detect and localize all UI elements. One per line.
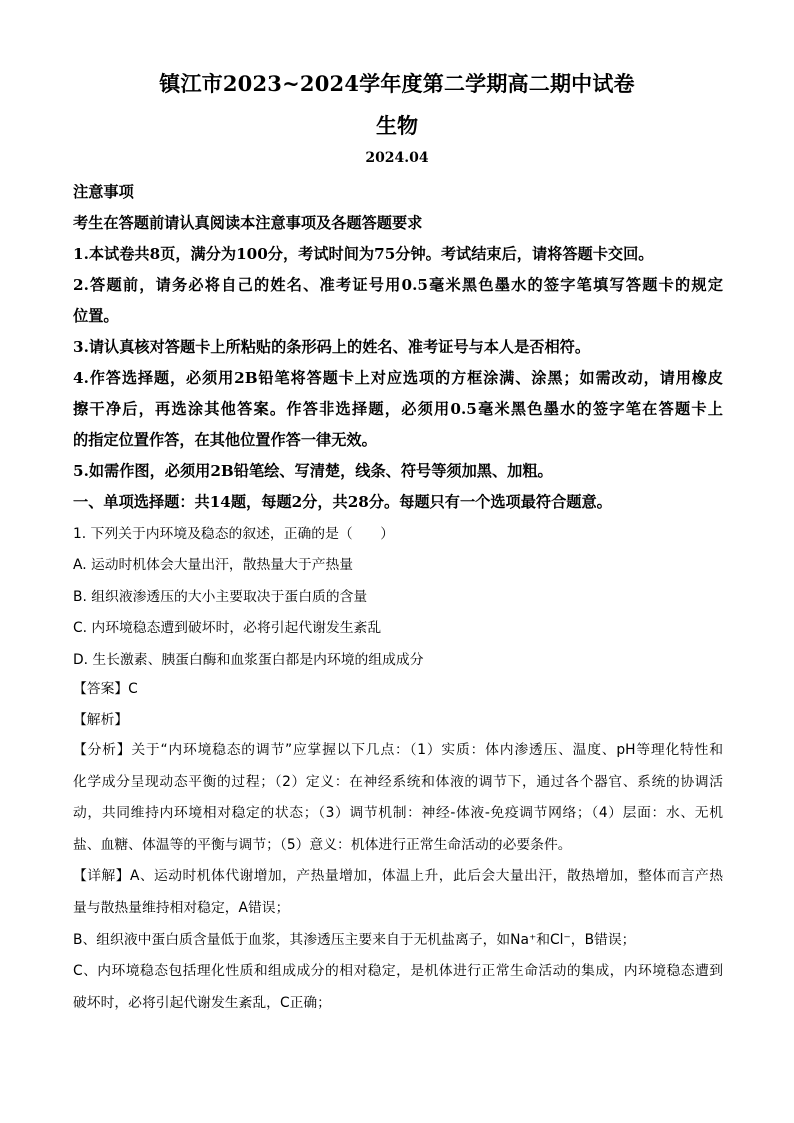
question-stem: 1. 下列关于内环境及稳态的叙述，正确的是（ ） [73,526,395,542]
option-d: D. 生长激素、胰蛋白酶和血浆蛋白都是内环境的组成成分 [73,651,424,668]
analysis-line: 【分析】关于“内环境稳态的调节”应掌握以下几点：（1）实质：体内渗透压、温度、pH等理化特性和 [73,742,723,758]
analysis-line: 破坏时，必将引起代谢发生紊乱，C正确； [73,994,331,1011]
question-1 [73,519,723,676]
subject-title: 生物 [376,113,418,138]
analysis-line: 盐、血糖、体温等的平衡与调节；（5）意义：机体进行正常生命活动的必要条件。 [73,836,572,853]
notice-line: 位置。 [73,307,119,325]
notice-line: 3.请认真核对答题卡上所粘贴的条形码上的姓名、准考证号与本人是否相符。 [73,338,591,356]
exam-date: 2024.04 [365,150,429,166]
notice-line: 擦干净后，再选涂其他答案。作答非选择题，必须用0.5毫米黑色墨水的签字笔在答题卡上 [73,400,723,418]
answer-block [73,674,723,735]
notice-line: 2.答题前，请务必将自己的姓名、准考证号用0.5毫米黑色墨水的签字笔填写答题卡的规定 [73,276,723,294]
answer-line: 【答案】C [73,681,138,697]
notice-block [73,177,723,518]
option-a: A. 运动时机体会大量出汗，散热量大于产热量 [73,557,354,574]
notice-line: 5.如需作图，必须用2B铅笔绘、写清楚，线条、符号等须加黑、加粗。 [73,462,553,480]
option-b: B. 组织液渗透压的大小主要取决于蛋白质的含量 [73,588,368,605]
analysis-line: C、内环境稳态包括理化性质和组成成分的相对稳定，是机体进行正常生命活动的集成，内环境稳态遭到 [73,963,723,980]
analysis-block [73,735,723,1019]
section-heading: 一、单项选择题：共14题，每题2分，共28分。每题只有一个选项最符合题意。 [73,493,612,511]
notice-line: 1.本试卷共8页，满分为100分，考试时间为75分钟。考试结束后，请将答题卡交回。 [73,245,654,263]
notice-intro: 考生在答题前请认真阅读本注意事项及各题答题要求 [73,214,423,232]
notice-heading: 注意事项 [73,183,134,201]
analysis-heading: 【解析】 [73,711,129,728]
notice-line: 4.作答选择题，必须用2B铅笔将答题卡上对应选项的方框涂满、涂黑；如需改动，请用橡皮 [73,369,723,387]
notice-line: 的指定位置作答，在其他位置作答一律无效。 [73,431,377,449]
analysis-line: B、组织液中蛋白质含量低于血浆，其渗透压主要来自于无机盐离子，如Na⁺和Cl⁻，B错误； [73,931,636,948]
analysis-line: 动，共同维持内环境相对稳定的状态；（3）调节机制：神经-体液-免疫调节网络；（4）层面：水、无机 [73,805,723,822]
analysis-line: 化学成分呈现动态平衡的过程；（2）定义：在神经系统和体液的调节下，通过各个器官、系统的协调活 [73,773,723,790]
analysis-line: 量与散热量维持相对稳定，A错误； [73,899,290,916]
exam-title: 镇江市2023~2024学年度第二学期高二期中试卷 [159,71,635,96]
analysis-line: 【详解】A、运动时机体代谢增加，产热量增加，体温上升，此后会大量出汗，散热增加，整体而言产热 [73,868,723,885]
option-c: C. 内环境稳态遭到破坏时，必将引起代谢发生紊乱 [73,620,382,637]
